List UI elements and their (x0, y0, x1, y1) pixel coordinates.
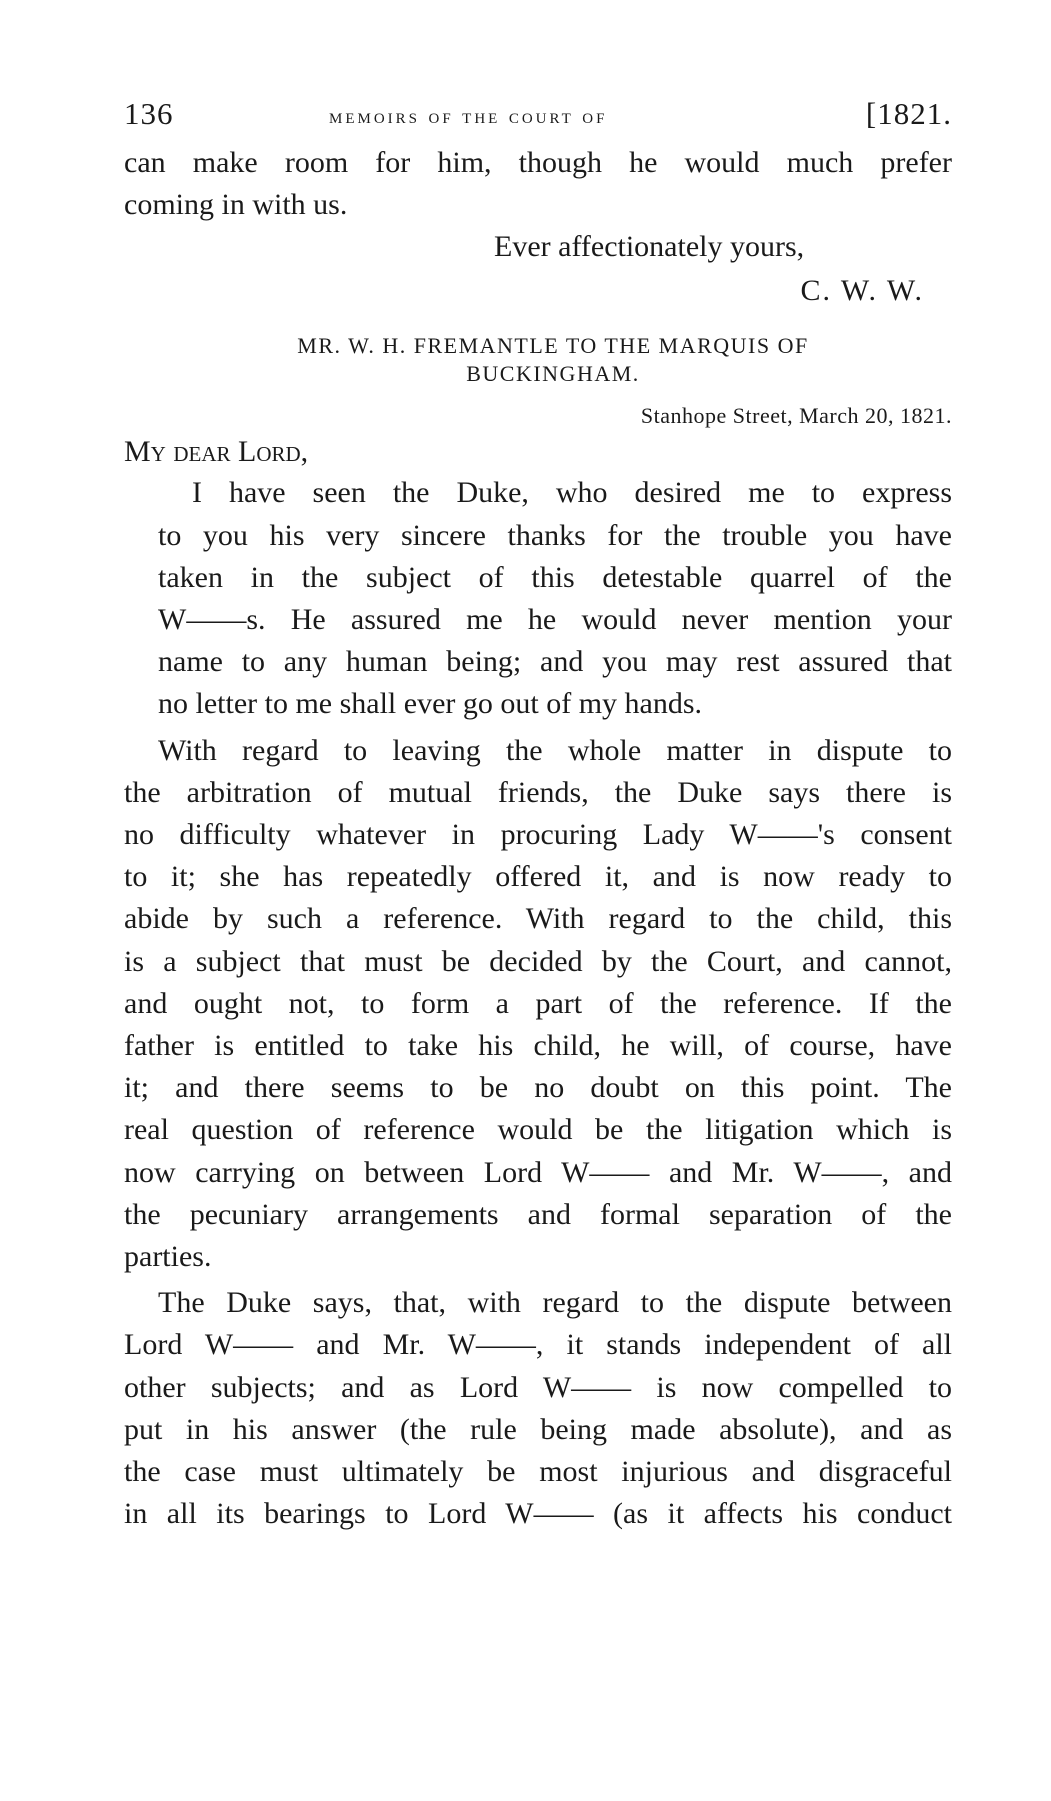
salutation: My dear Lord, (124, 435, 309, 469)
text-line: Lord W—— and Mr. W——, it stands independent of all (124, 1328, 952, 1362)
text-line: no letter to me shall ever go out of my hands. (158, 687, 703, 721)
letter-heading-line: MR. W. H. FREMANTLE TO THE MARQUIS OF (297, 333, 809, 359)
book-page (124, 92, 952, 1535)
text-line: parties. (124, 1240, 212, 1274)
paragraph (124, 472, 952, 725)
text-line: The Duke says, that, with regard to the dispute between (158, 1286, 952, 1320)
letter-heading-line: BUCKINGHAM. (466, 361, 640, 387)
signature: C. W. W. (800, 274, 924, 308)
running-title: memoirs of the court of (329, 103, 608, 128)
running-head (124, 92, 952, 136)
text-line: in all its bearings to Lord W—— (as it affects his conduct (124, 1497, 952, 1531)
running-year: [1821. (865, 96, 952, 131)
text-line: no difficulty whatever in procuring Lady W——'s consent (124, 818, 952, 852)
text-line: now carrying on between Lord W—— and Mr. W——, and (124, 1155, 952, 1189)
text-line: real question of reference would be the litigation which is (124, 1113, 952, 1147)
text-line: abide by such a reference. With regard to the child, this (124, 902, 952, 936)
text-line: coming in with us. (124, 188, 348, 222)
paragraph (124, 730, 952, 1279)
valediction: Ever affectionately yours, (494, 230, 805, 264)
text-line: the arbitration of mutual friends, the Duke says there is (124, 775, 952, 809)
dateline: Stanhope Street, March 20, 1821. (640, 403, 952, 429)
text-line: the pecuniary arrangements and formal separation of the (124, 1197, 952, 1231)
text-line: and ought not, to form a part of the reference. If the (124, 986, 952, 1020)
text-line: other subjects; and as Lord W—— is now compelled to (124, 1370, 952, 1404)
page-number: 136 (124, 96, 174, 131)
text-line: is a subject that must be decided by the Court, and cannot, (124, 944, 952, 978)
text-line: can make room for him, though he would much prefer (124, 146, 952, 179)
text-line: With regard to leaving the whole matter in dispute to (158, 733, 952, 767)
paragraph (124, 1282, 952, 1535)
text-line: it; and there seems to be no doubt on this point. The (124, 1071, 952, 1105)
text-line: taken in the subject of this detestable quarrel of the (158, 560, 952, 594)
text-line: to you his very sincere thanks for the trouble you have (158, 518, 952, 552)
text-line: I have seen the Duke, who desired me to express (192, 476, 952, 510)
text-line: the case must ultimately be most injurious and disgraceful (124, 1455, 952, 1489)
text-line: name to any human being; and you may rest assured that (158, 645, 952, 679)
text-line: to it; she has repeatedly offered it, and is now ready to (124, 860, 952, 894)
body-text (124, 142, 952, 1535)
text-line: father is entitled to take his child, he will, of course, have (124, 1029, 952, 1063)
letter-heading (124, 332, 952, 388)
text-line: W——s. He assured me he would never mention your (158, 603, 952, 637)
continuation-paragraph (124, 142, 952, 226)
text-line: put in his answer (the rule being made absolute), and as (124, 1412, 952, 1446)
